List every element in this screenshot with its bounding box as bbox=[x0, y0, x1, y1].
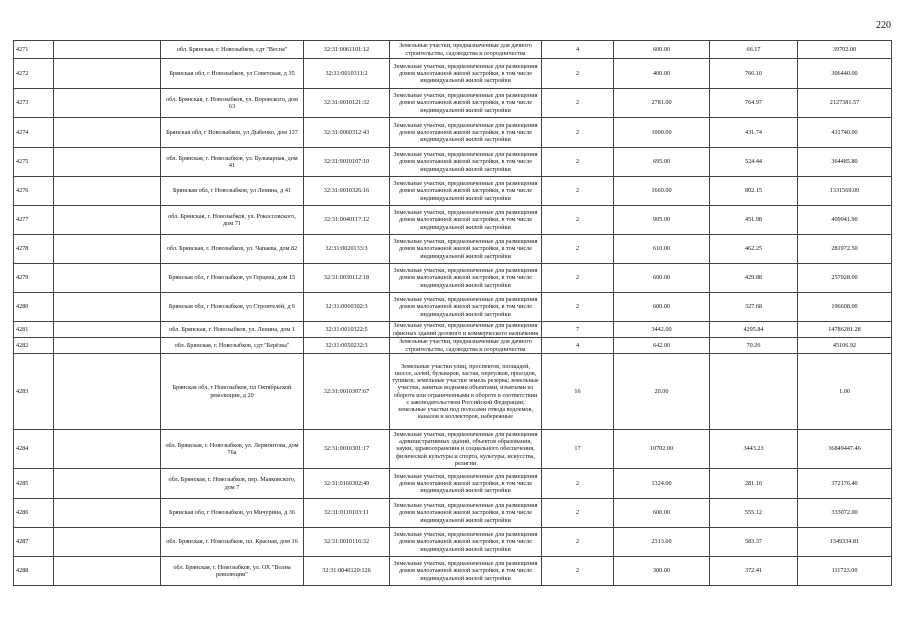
table-row bbox=[14, 499, 892, 528]
row-number: 4276 bbox=[14, 177, 54, 206]
cadastral-number-cell: 32:31:0030112:18 bbox=[304, 264, 390, 293]
rate-cell: 372.41 bbox=[710, 557, 798, 586]
cadastral-number-cell: 32:31:0010301:17 bbox=[304, 430, 390, 469]
land-use-cell: Земельные участки, предназначенные для дачного строительства, садоводства и огородничества bbox=[390, 41, 542, 59]
address-cell: обл. Брянская, г. Новозыбков, ул. Бульварная, дом 41 bbox=[161, 148, 304, 177]
land-use-cell: Земельные участки, предназначенные для размещения домов малоэтажной жилой застройки, в том числе индивидуальной жилой застройки bbox=[390, 177, 542, 206]
use-code-cell: 2 bbox=[542, 528, 614, 557]
use-code-cell: 2 bbox=[542, 177, 614, 206]
rate-cell: 524.44 bbox=[710, 148, 798, 177]
empty-cell bbox=[54, 354, 161, 430]
cadastral-number-cell: 32:31:0010116:32 bbox=[304, 528, 390, 557]
row-number: 4281 bbox=[14, 322, 54, 338]
empty-cell bbox=[54, 177, 161, 206]
empty-cell bbox=[54, 148, 161, 177]
row-number: 4280 bbox=[14, 293, 54, 322]
cadastral-number-cell: 32:31:0010107:10 bbox=[304, 148, 390, 177]
use-code-cell: 2 bbox=[542, 89, 614, 118]
cadastral-number-cell: 32:31:0061101:12 bbox=[304, 41, 390, 59]
land-use-cell: Земельные участки, предназначенные для размещения домов малоэтажной жилой застройки, в том числе индивидуальной жилой застройки bbox=[390, 264, 542, 293]
cadastral-number-cell: 32:31:0010322:5 bbox=[304, 322, 390, 338]
cadastral-value-cell: 372176.40 bbox=[798, 469, 892, 499]
use-code-cell: 4 bbox=[542, 338, 614, 354]
cadastral-value-cell: 333072.00 bbox=[798, 499, 892, 528]
address-cell: Брянская обл, г Новозыбков, пл Октябрьской революции, д 20 bbox=[161, 354, 304, 430]
cadastral-value-cell: 281972.50 bbox=[798, 235, 892, 264]
table-row bbox=[14, 293, 892, 322]
use-code-cell: 2 bbox=[542, 557, 614, 586]
cadastral-value-cell: 306440.00 bbox=[798, 59, 892, 89]
area-cell: 400.00 bbox=[614, 59, 710, 89]
cadastral-value-cell: 1349334.81 bbox=[798, 528, 892, 557]
area-cell: 3442.00 bbox=[614, 322, 710, 338]
use-code-cell: 16 bbox=[542, 354, 614, 430]
table-row bbox=[14, 206, 892, 235]
address-cell: обл. Брянская, г. Новозыбков, сдт "Весна" bbox=[161, 41, 304, 59]
table-row bbox=[14, 177, 892, 206]
rate-cell: 802.15 bbox=[710, 177, 798, 206]
cadastral-value-cell: 1331569.00 bbox=[798, 177, 892, 206]
area-cell: 1660.00 bbox=[614, 177, 710, 206]
cadastral-value-cell: 111723.00 bbox=[798, 557, 892, 586]
land-use-cell: Земельные участки, предназначенные для размещения домов малоэтажной жилой застройки, в том числе индивидуальной жилой застройки bbox=[390, 59, 542, 89]
address-cell: Брянская обл, г Новозыбков, ул Дыбенко, дом 137 bbox=[161, 118, 304, 148]
empty-cell bbox=[54, 430, 161, 469]
address-cell: обл. Брянская, г. Новозыбков, ул. Ленина, дом 1 bbox=[161, 322, 304, 338]
area-cell: 695.00 bbox=[614, 148, 710, 177]
table-row bbox=[14, 338, 892, 354]
table-row bbox=[14, 430, 892, 469]
use-code-cell: 2 bbox=[542, 206, 614, 235]
land-use-cell: Земельные участки, предназначенные для размещения домов малоэтажной жилой застройки, в том числе индивидуальной жилой застройки bbox=[390, 148, 542, 177]
cadastral-value-cell: 2127381.57 bbox=[798, 89, 892, 118]
cadastral-number-cell: 32:31:0040120:126 bbox=[304, 557, 390, 586]
cadastral-number-cell: 32:31:0110103:11 bbox=[304, 499, 390, 528]
cadastral-number-cell: 32:31:0050232:3 bbox=[304, 338, 390, 354]
cadastral-number-cell: 32:31:0010121:32 bbox=[304, 89, 390, 118]
row-number: 4287 bbox=[14, 528, 54, 557]
land-use-cell: Земельные участки, предназначенные для размещения домов малоэтажной жилой застройки, в том числе индивидуальной жилой застройки bbox=[390, 206, 542, 235]
cadastral-number-cell: 32:31:0060302:3 bbox=[304, 293, 390, 322]
rate-cell: 462.25 bbox=[710, 235, 798, 264]
row-number: 4271 bbox=[14, 41, 54, 59]
area-cell: 610.00 bbox=[614, 235, 710, 264]
table-row bbox=[14, 469, 892, 499]
table-row bbox=[14, 354, 892, 430]
area-cell: 2313.00 bbox=[614, 528, 710, 557]
rate-cell: 766.10 bbox=[710, 59, 798, 89]
empty-cell bbox=[54, 206, 161, 235]
land-use-cell: Земельные участки улиц, проспектов, площадей, шоссе, аллей, бульваров, застав, переулков, проездов, тупиков; земельные участки земель резерва; земельные участки, занятые водными объектами, изъятыми из оборота или ограниченными в обороте в соответствии с законодательством Российской Федерации; земельные участки под полосами отвода водоемов, каналов и коллекторов, набережные bbox=[390, 354, 542, 430]
address-cell: обл. Брянская, г. Новозыбков, ул. Чапаева, дом 82 bbox=[161, 235, 304, 264]
row-number: 4277 bbox=[14, 206, 54, 235]
cadastral-number-cell: 32:31:0010307:67 bbox=[304, 354, 390, 430]
use-code-cell: 2 bbox=[542, 59, 614, 89]
area-cell: 600.00 bbox=[614, 264, 710, 293]
row-number: 4286 bbox=[14, 499, 54, 528]
row-number: 4288 bbox=[14, 557, 54, 586]
rate-cell: 583.37 bbox=[710, 528, 798, 557]
address-cell: обл. Брянская, г. Новозыбков, ул. Воровского, дом 63 bbox=[161, 89, 304, 118]
rate-cell: 4295.84 bbox=[710, 322, 798, 338]
use-code-cell: 7 bbox=[542, 322, 614, 338]
table-row bbox=[14, 148, 892, 177]
cadastral-value-cell: 36849447.46 bbox=[798, 430, 892, 469]
rate-cell: 70.26 bbox=[710, 338, 798, 354]
rate-cell: 451.98 bbox=[710, 206, 798, 235]
empty-cell bbox=[54, 528, 161, 557]
land-use-cell: Земельные участки, предназначенные для размещения домов малоэтажной жилой застройки, в том числе индивидуальной жилой застройки bbox=[390, 499, 542, 528]
cadastral-value-cell: 431740.00 bbox=[798, 118, 892, 148]
area-cell: 905.00 bbox=[614, 206, 710, 235]
area-cell: 20.00 bbox=[614, 354, 710, 430]
cadastral-number-cell: 32:31:0010326:16 bbox=[304, 177, 390, 206]
empty-cell bbox=[54, 235, 161, 264]
table-row bbox=[14, 235, 892, 264]
cadastral-value-cell: 14786281.28 bbox=[798, 322, 892, 338]
rate-cell: 764.97 bbox=[710, 89, 798, 118]
area-cell: 600.00 bbox=[614, 499, 710, 528]
address-cell: обл. Брянская, г. Новозыбков, пл. Красная, дом 16 bbox=[161, 528, 304, 557]
rate-cell: 281.10 bbox=[710, 469, 798, 499]
cadastral-value-cell: 1.00 bbox=[798, 354, 892, 430]
empty-cell bbox=[54, 322, 161, 338]
address-cell: Брянская обл, г Новозыбков, ул Ленина, д 41 bbox=[161, 177, 304, 206]
land-use-cell: Земельные участки, предназначенные для размещения домов малоэтажной жилой застройки, в том числе индивидуальной жилой застройки bbox=[390, 528, 542, 557]
address-cell: обл. Брянская, г. Новозыбков, ул. Рокоссовского, дом 71 bbox=[161, 206, 304, 235]
land-use-cell: Земельные участки, предназначенные для размещения административных зданий, объектов образования, науки, здравоохранения и социального обеспечения, физической культуры и спорта, культуры, искусства, религии bbox=[390, 430, 542, 469]
land-use-cell: Земельные участки, предназначенные для размещения домов малоэтажной жилой застройки, в том числе индивидуальной жилой застройки bbox=[390, 469, 542, 499]
table-row bbox=[14, 264, 892, 293]
empty-cell bbox=[54, 338, 161, 354]
land-registry-table bbox=[13, 40, 892, 586]
empty-cell bbox=[54, 89, 161, 118]
use-code-cell: 4 bbox=[542, 41, 614, 59]
area-cell: 1000.00 bbox=[614, 118, 710, 148]
use-code-cell: 2 bbox=[542, 148, 614, 177]
cadastral-value-cell: 409041.90 bbox=[798, 206, 892, 235]
table-body bbox=[14, 41, 892, 586]
area-cell: 1324.00 bbox=[614, 469, 710, 499]
empty-cell bbox=[54, 293, 161, 322]
row-number: 4278 bbox=[14, 235, 54, 264]
address-cell: Брянская обл, г Новозыбков, ул Строителей, д 6 bbox=[161, 293, 304, 322]
row-number: 4274 bbox=[14, 118, 54, 148]
land-use-cell: Земельные участки, предназначенные для размещения домов малоэтажной жилой застройки, в том числе индивидуальной жилой застройки bbox=[390, 235, 542, 264]
area-cell: 600.00 bbox=[614, 293, 710, 322]
rate-cell: 3443.23 bbox=[710, 430, 798, 469]
use-code-cell: 2 bbox=[542, 264, 614, 293]
empty-cell bbox=[54, 469, 161, 499]
rate-cell: 327.68 bbox=[710, 293, 798, 322]
row-number: 4282 bbox=[14, 338, 54, 354]
land-use-cell: Земельные участки, предназначенные для размещения офисных зданий делового и коммерческого назначения bbox=[390, 322, 542, 338]
table-row bbox=[14, 322, 892, 338]
address-cell: обл. Брянская, г. Новозыбков, сдт "Берёзка" bbox=[161, 338, 304, 354]
use-code-cell: 2 bbox=[542, 499, 614, 528]
row-number: 4283 bbox=[14, 354, 54, 430]
table-row bbox=[14, 557, 892, 586]
area-cell: 642.00 bbox=[614, 338, 710, 354]
rate-cell: 431.74 bbox=[710, 118, 798, 148]
cadastral-number-cell: 32:31:0020133:3 bbox=[304, 235, 390, 264]
address-cell: обл. Брянская, г. Новозыбков, ул. Лермонтова, дом 76а bbox=[161, 430, 304, 469]
land-use-cell: Земельные участки, предназначенные для размещения домов малоэтажной жилой застройки, в том числе индивидуальной жилой застройки bbox=[390, 118, 542, 148]
cadastral-number-cell: 32:31:0060312:43 bbox=[304, 118, 390, 148]
row-number: 4279 bbox=[14, 264, 54, 293]
area-cell: 2781.00 bbox=[614, 89, 710, 118]
cadastral-value-cell: 196608.00 bbox=[798, 293, 892, 322]
land-use-cell: Земельные участки, предназначенные для размещения домов малоэтажной жилой застройки, в том числе индивидуальной жилой застройки bbox=[390, 89, 542, 118]
table-row bbox=[14, 528, 892, 557]
empty-cell bbox=[54, 41, 161, 59]
use-code-cell: 2 bbox=[542, 235, 614, 264]
table-row bbox=[14, 41, 892, 59]
rate-cell: 555.12 bbox=[710, 499, 798, 528]
address-cell: Брянская обл, г Новозыбков, ул Мичурина, д 36 bbox=[161, 499, 304, 528]
use-code-cell: 2 bbox=[542, 469, 614, 499]
area-cell: 600.00 bbox=[614, 41, 710, 59]
table-row bbox=[14, 89, 892, 118]
land-use-cell: Земельные участки, предназначенные для дачного строительства, садоводства и огородничества bbox=[390, 338, 542, 354]
empty-cell bbox=[54, 264, 161, 293]
address-cell: Брянская обл, г Новозыбков, ул Герцена, дом 15 bbox=[161, 264, 304, 293]
land-use-cell: Земельные участки, предназначенные для размещения домов малоэтажной жилой застройки, в том числе индивидуальной жилой застройки bbox=[390, 557, 542, 586]
rate-cell: 429.88 bbox=[710, 264, 798, 293]
land-use-cell: Земельные участки, предназначенные для размещения домов малоэтажной жилой застройки, в том числе индивидуальной жилой застройки bbox=[390, 293, 542, 322]
address-cell: Брянская обл, г Новозыбков, ул Советская, д 35 bbox=[161, 59, 304, 89]
cadastral-number-cell: 32:31:0160302:49 bbox=[304, 469, 390, 499]
use-code-cell: 2 bbox=[542, 293, 614, 322]
empty-cell bbox=[54, 118, 161, 148]
use-code-cell: 17 bbox=[542, 430, 614, 469]
row-number: 4284 bbox=[14, 430, 54, 469]
cadastral-value-cell: 39702.00 bbox=[798, 41, 892, 59]
row-number: 4273 bbox=[14, 89, 54, 118]
table-row bbox=[14, 118, 892, 148]
address-cell: обл. Брянская, г. Новозыбков, ул. ОХ "Волна революции" bbox=[161, 557, 304, 586]
page-number: 220 bbox=[876, 20, 891, 31]
cadastral-number-cell: 32:31:0040117:12 bbox=[304, 206, 390, 235]
rate-cell: 66.17 bbox=[710, 41, 798, 59]
rate-cell bbox=[710, 354, 798, 430]
cadastral-value-cell: 364485.80 bbox=[798, 148, 892, 177]
area-cell: 10702.00 bbox=[614, 430, 710, 469]
table-row bbox=[14, 59, 892, 89]
empty-cell bbox=[54, 59, 161, 89]
row-number: 4272 bbox=[14, 59, 54, 89]
cadastral-value-cell: 45106.92 bbox=[798, 338, 892, 354]
row-number: 4275 bbox=[14, 148, 54, 177]
area-cell: 300.00 bbox=[614, 557, 710, 586]
use-code-cell: 2 bbox=[542, 118, 614, 148]
empty-cell bbox=[54, 499, 161, 528]
address-cell: обл. Брянская, г. Новозыбков, пер. Маяковского, дом 7 bbox=[161, 469, 304, 499]
row-number: 4285 bbox=[14, 469, 54, 499]
cadastral-value-cell: 257928.00 bbox=[798, 264, 892, 293]
empty-cell bbox=[54, 557, 161, 586]
cadastral-number-cell: 32:31:0010311:2 bbox=[304, 59, 390, 89]
